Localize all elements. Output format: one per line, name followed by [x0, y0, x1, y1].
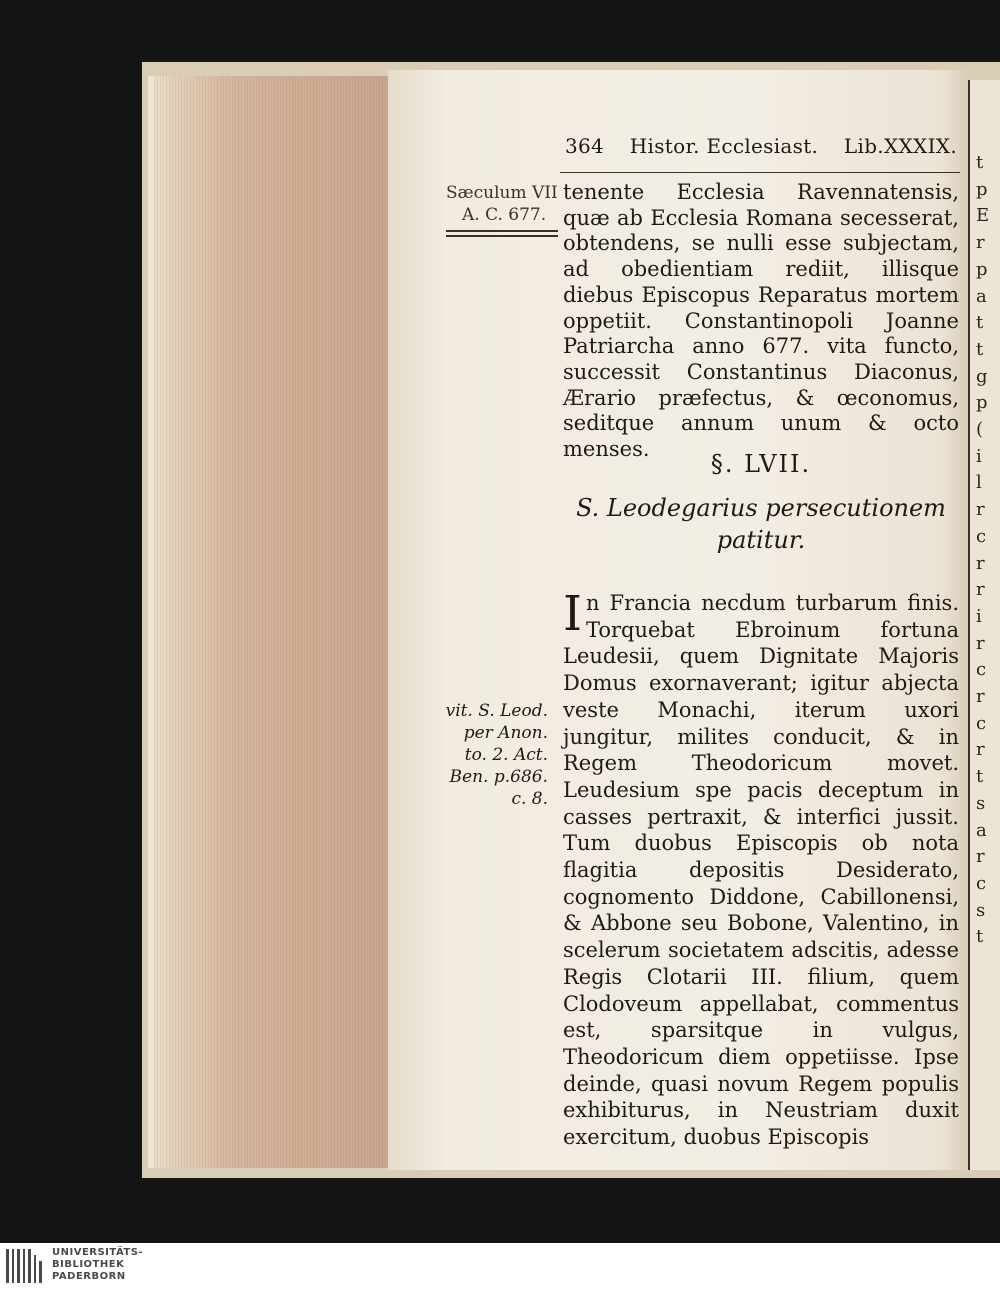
next-page-letter: g — [976, 365, 988, 387]
margin-ref-line1: vit. S. Leod. — [445, 701, 548, 721]
margin-reference — [436, 700, 548, 810]
library-name-line2: BIBLIOTHEK — [52, 1259, 125, 1270]
margin-ref-line4: Ben. p.686. — [449, 767, 548, 787]
next-page-letter: t — [976, 766, 984, 788]
page-right-fragment — [968, 80, 1000, 1170]
section-title-line2: patitur. — [716, 526, 806, 554]
margin-double-rule — [446, 230, 558, 237]
paragraph-1 — [563, 180, 959, 463]
library-logo-icon — [6, 1249, 42, 1283]
library-name-line3: PADERBORN — [52, 1271, 126, 1282]
drop-cap: I — [563, 586, 582, 642]
next-page-letter: l — [976, 472, 982, 494]
section-title-line1: S. Leodegarius persecutionem — [576, 494, 946, 522]
book-number: Lib.XXXIX. — [843, 134, 957, 158]
next-page-letter: E — [976, 205, 990, 227]
next-page-letter: p — [976, 258, 988, 280]
next-page-letter: ( — [976, 419, 984, 440]
margin-year: A. C. 677. — [462, 205, 547, 225]
library-footer — [0, 1243, 1000, 1295]
next-page-letter: p — [976, 178, 988, 200]
running-head-title: Histor. Ecclesiast. — [629, 134, 819, 158]
next-page-letter: i — [976, 445, 982, 467]
next-page-letter: c — [976, 659, 987, 681]
next-page-letter: r — [976, 686, 985, 707]
paragraph-2-text: n Francia necdum turbarum finis. Torquebat Ebroinum fortuna Leudesii, quem Dignitate Majoris Domus exornaverant; igitur abjecta veste Monachi, iterum uxori jungitur, milites conducit, & in Regem Theodoricum movet. Leudesium spe pacis deceptum in casses pertraxit, & interfici jussit. Tum duobus Episcopis ob nota flagitia depositis Desiderato, cognomento Diddone, Cabillonensi, & Abbone seu Bobone, Valentino, in scelerum societatem adscitis, adesse Regis Clotarii III. filium, quem Clodoveum appellabat, commentus est, sparsitque in vulgus, Theodoricum diem oppetiisse. Ipse deinde, quasi novum Regem populis exhibiturus, in Neustriam duxit exercitum, duobus Episcopis — [563, 591, 959, 1150]
next-page-letter: i — [976, 605, 982, 627]
next-page-letter: r — [976, 632, 985, 654]
margin-ref-line3: to. 2. Act. — [464, 745, 548, 765]
section-title — [563, 492, 959, 556]
page-number: 364 — [565, 134, 605, 158]
next-page-letter: t — [976, 152, 984, 173]
next-page-letter: c — [976, 525, 987, 547]
next-page-letter: r — [976, 552, 985, 574]
margin-ref-line2: per Anon. — [463, 723, 548, 743]
next-page-letter: a — [976, 285, 987, 307]
paragraph-2 — [563, 586, 959, 1151]
next-page-letter: t — [976, 312, 984, 334]
next-page-letter: c — [976, 872, 987, 894]
page-edges — [148, 76, 388, 1168]
next-page-letter: r — [976, 232, 985, 254]
next-page-letter: r — [976, 499, 985, 521]
library-name-line1: UNIVERSITÄTS- — [52, 1247, 144, 1258]
next-page-letter: s — [976, 792, 986, 814]
next-page-letter: r — [976, 846, 985, 868]
margin-century: Sæculum VII — [446, 183, 558, 203]
next-page-letter: s — [976, 899, 986, 921]
running-header — [565, 134, 957, 158]
paragraph-1-text: tenente Ecclesia Ravennatensis, quæ ab Ecclesia Romana secesserat, obtendens, se nulli esse subjectam, ad obedientiam rediit, illisque diebus Episcopus Reparatus mortem oppetiit. Constantinopoli Joanne Patriarcha anno 677. vita functo, successit Constantinus Diaconus, Ærario præfectus, & œconomus, seditque annum unum & octo menses. — [563, 180, 959, 462]
section-number: §. LVII. — [710, 450, 812, 478]
next-page-letter: t — [976, 926, 984, 948]
next-page-letter: r — [976, 739, 985, 761]
next-page-letter: p — [976, 392, 988, 414]
header-rule — [560, 172, 960, 173]
margin-ref-line5: c. 8. — [511, 789, 548, 809]
margin-note-top — [446, 182, 558, 237]
next-page-letter: r — [976, 579, 985, 601]
next-page-letter: a — [976, 819, 987, 841]
next-page-letter: t — [976, 338, 984, 360]
next-page-letter: c — [976, 712, 987, 734]
library-name — [52, 1247, 143, 1283]
